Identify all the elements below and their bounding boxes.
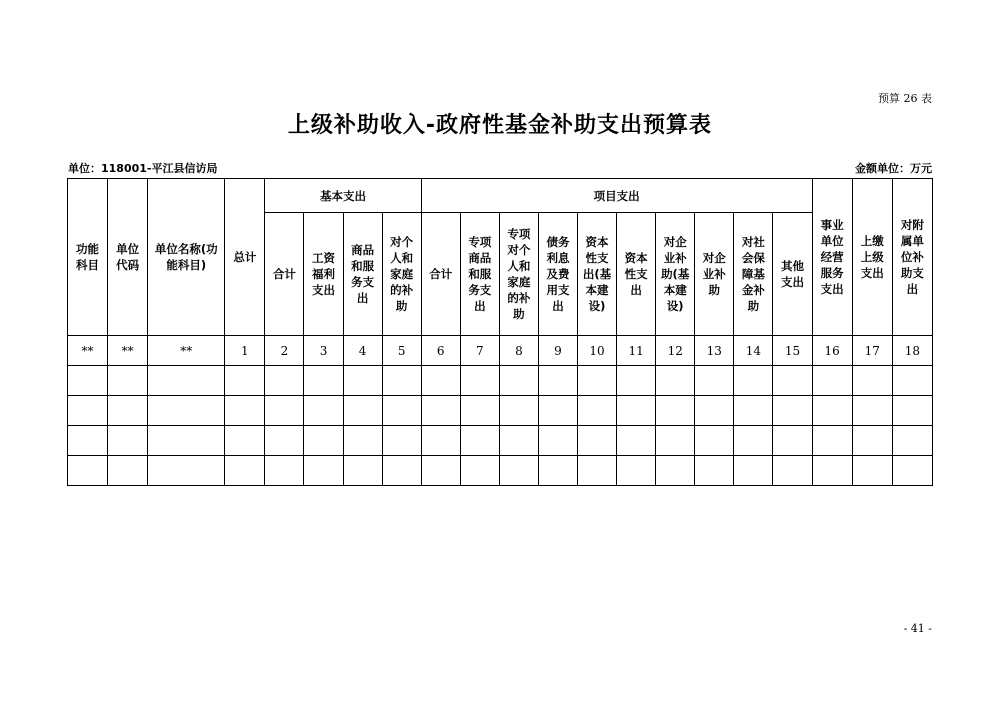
- index-cell: 5: [382, 336, 421, 366]
- index-cell: 10: [578, 336, 617, 366]
- table-row: [68, 366, 933, 396]
- index-cell: 13: [695, 336, 734, 366]
- currency-label: 金额单位：万元: [855, 162, 932, 175]
- header-tail-1: 上缴上级支出: [852, 179, 892, 336]
- table-row: [68, 456, 933, 486]
- index-cell: 2: [265, 336, 304, 366]
- page-title: 上级补助收入-政府性基金补助支出预算表: [287, 113, 713, 138]
- index-cell: 6: [421, 336, 460, 366]
- header-project-8: 对社会保障基金补助: [734, 213, 773, 336]
- budget-table: [67, 178, 933, 486]
- index-cell: 4: [343, 336, 382, 366]
- header-basic-3: 对个人和家庭的补助: [382, 213, 421, 336]
- header-basic-0: 合计: [265, 213, 304, 336]
- header-basic-1: 工资福利支出: [304, 213, 343, 336]
- index-cell: 3: [304, 336, 343, 366]
- index-cell: 11: [617, 336, 656, 366]
- header-project-9: 其他支出: [773, 213, 812, 336]
- index-cell: 7: [460, 336, 499, 366]
- header-project-3: 债务利息及费用支出: [538, 213, 577, 336]
- header-basic-group: 基本支出: [265, 179, 421, 213]
- header-tail-0: 事业单位经营服务支出: [812, 179, 852, 336]
- header-func-subject: 功能科目: [68, 179, 108, 336]
- header-basic-2: 商品和服务支出: [343, 213, 382, 336]
- index-row: [68, 336, 933, 366]
- header-project-1: 专项商品和服务支出: [460, 213, 499, 336]
- index-cell: 15: [773, 336, 812, 366]
- index-cell: 8: [499, 336, 538, 366]
- index-cell: 12: [656, 336, 695, 366]
- index-cell: 17: [852, 336, 892, 366]
- header-unit-code: 单位代码: [108, 179, 148, 336]
- index-cell: 14: [734, 336, 773, 366]
- table-row: [68, 396, 933, 426]
- index-cell: 16: [812, 336, 852, 366]
- page-number: - 41 -: [903, 622, 932, 635]
- header-project-7: 对企业补助: [695, 213, 734, 336]
- header-project-0: 合计: [421, 213, 460, 336]
- header-project-5: 资本性支出: [617, 213, 656, 336]
- header-project-4: 资本性支出(基本建设): [578, 213, 617, 336]
- table-row: [68, 426, 933, 456]
- header-project-group: 项目支出: [421, 179, 812, 213]
- index-cell: 9: [538, 336, 577, 366]
- index-cell: **: [68, 336, 108, 366]
- unit-label: 单位：118001-平江县信访局: [68, 162, 218, 175]
- index-cell: **: [148, 336, 225, 366]
- index-cell: **: [108, 336, 148, 366]
- form-number: 预算 26 表: [878, 92, 932, 105]
- header-project-2: 专项对个人和家庭的补助: [499, 213, 538, 336]
- header-project-6: 对企业补助(基本建设): [656, 213, 695, 336]
- header-unit-name: 单位名称(功能科目): [148, 179, 225, 336]
- index-cell: 1: [225, 336, 265, 366]
- header-tail-2: 对附属单位补助支出: [892, 179, 932, 336]
- index-cell: 18: [892, 336, 932, 366]
- header-total: 总计: [225, 179, 265, 336]
